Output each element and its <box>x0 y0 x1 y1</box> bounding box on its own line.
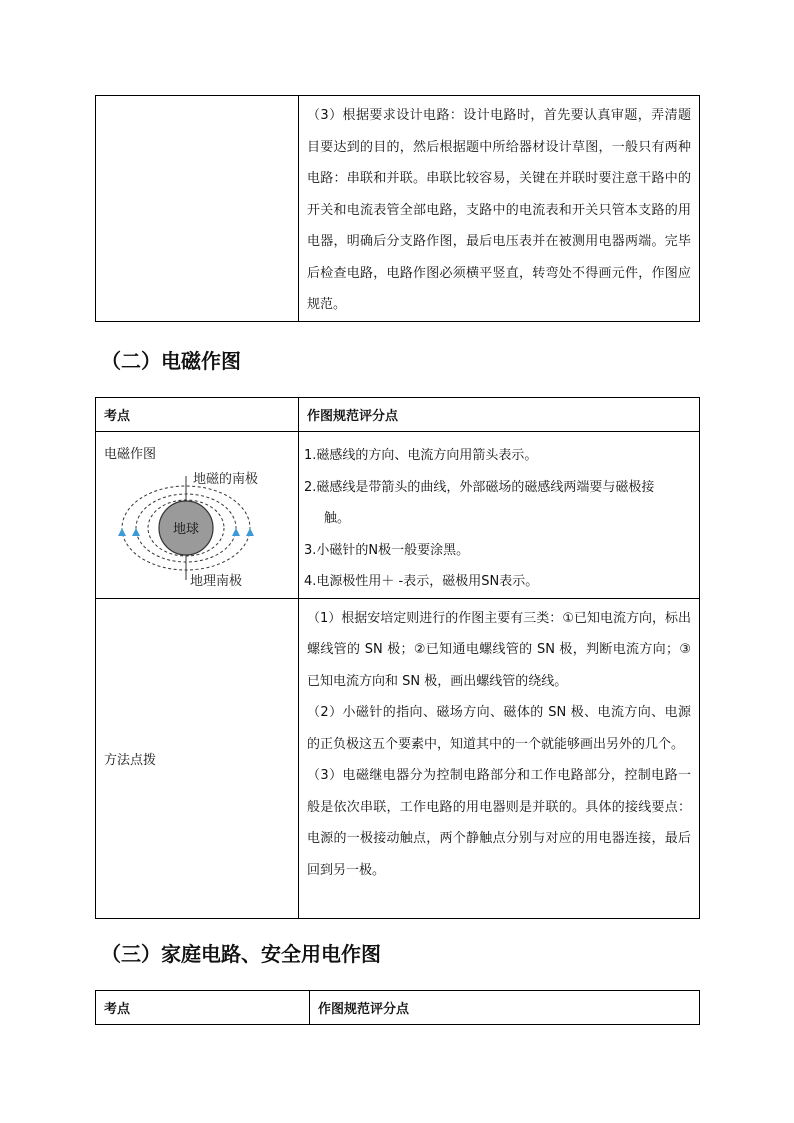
row-label-method-tips: 方法点拨 <box>96 598 299 918</box>
table-row <box>96 432 700 599</box>
table-cell <box>96 432 299 599</box>
table-row <box>96 96 700 322</box>
list-item: 3.小磁针的N极一般要涂黑。 <box>304 542 470 558</box>
table-cell <box>299 598 700 918</box>
header-cell-criteria: 作图规范评分点 <box>299 398 700 432</box>
method-paragraph-2: （2）小磁针的指向、磁场方向、磁体的 SN 极、电流方向、电源的正负极这五个要素中，知道其中的一个就能够画出另外的几个。 <box>307 705 691 752</box>
circuit-design-paragraph: （3）根据要求设计电路：设计电路时，首先要认真审题，弄清题目要达到的目的，然后根据题中所给器材设计草图，一般只有两种电路：串联和并联。串联比较容易，关键在并联时要注意干路中的开关和电流表管全部电路，支路中的电流表和开关只管本支路的用电器，明确后分支路作图，最后电压表并在被测用电器两端。完毕后检查电路，电路作图必须横平竖直，转弯处不得画元件，作图应规范。 <box>307 108 691 312</box>
figure-label-geomagnetic-south: 地磁的南极 <box>193 472 259 487</box>
table-household-circuit <box>95 990 700 1025</box>
list-item: 触。 <box>324 511 351 526</box>
table-header-row <box>96 398 700 432</box>
table-header-row <box>96 991 700 1025</box>
figure-label-earth: 地球 <box>172 522 200 537</box>
section-title-electromagnetic: （二）电磁作图 <box>101 349 241 373</box>
list-item: 4.电源极性用＋ -表示，磁极用SN表示。 <box>304 574 539 589</box>
method-paragraph-3: （3）电磁继电器分为控制电路部分和工作电路部分，控制电路一般是依次串联，工作电路的用电器则是并联的。具体的接线要点：电源的一极接动触点，两个静触点分别与对应的用电器连接，最后回到另一极。 <box>307 768 691 878</box>
list-item: 2.磁感线是带箭头的曲线，外部磁场的磁感线两端要与磁极接 <box>304 479 655 495</box>
table-cell <box>299 96 700 322</box>
list-item: 1.磁感线的方向、电流方向用箭头表示。 <box>304 448 538 463</box>
method-paragraph-1: （1）根据安培定则进行的作图主要有三类：①已知电流方向，标出螺线管的 SN 极；②已知通电螺线管的 SN 极，判断电流方向；③已知电流方向和 SN 极，画出螺线管的绕线。 <box>307 610 691 689</box>
header-cell-topic: 考点 <box>96 991 310 1025</box>
table-cell-empty <box>96 96 299 322</box>
table-cell <box>299 432 700 599</box>
header-cell-topic: 考点 <box>96 398 299 432</box>
header-cell-criteria: 作图规范评分点 <box>310 991 700 1025</box>
earth-magnetic-field-figure <box>118 468 278 592</box>
row-label-electromagnetic-drawing: 电磁作图 <box>104 447 157 462</box>
table-electromagnetic <box>95 397 700 919</box>
figure-label-geographic-south: 地理南极 <box>190 574 243 589</box>
table-row <box>96 598 700 918</box>
table-circuit-continuation <box>95 95 700 322</box>
section-title-household-circuit: （三）家庭电路、安全用电作图 <box>101 942 381 966</box>
